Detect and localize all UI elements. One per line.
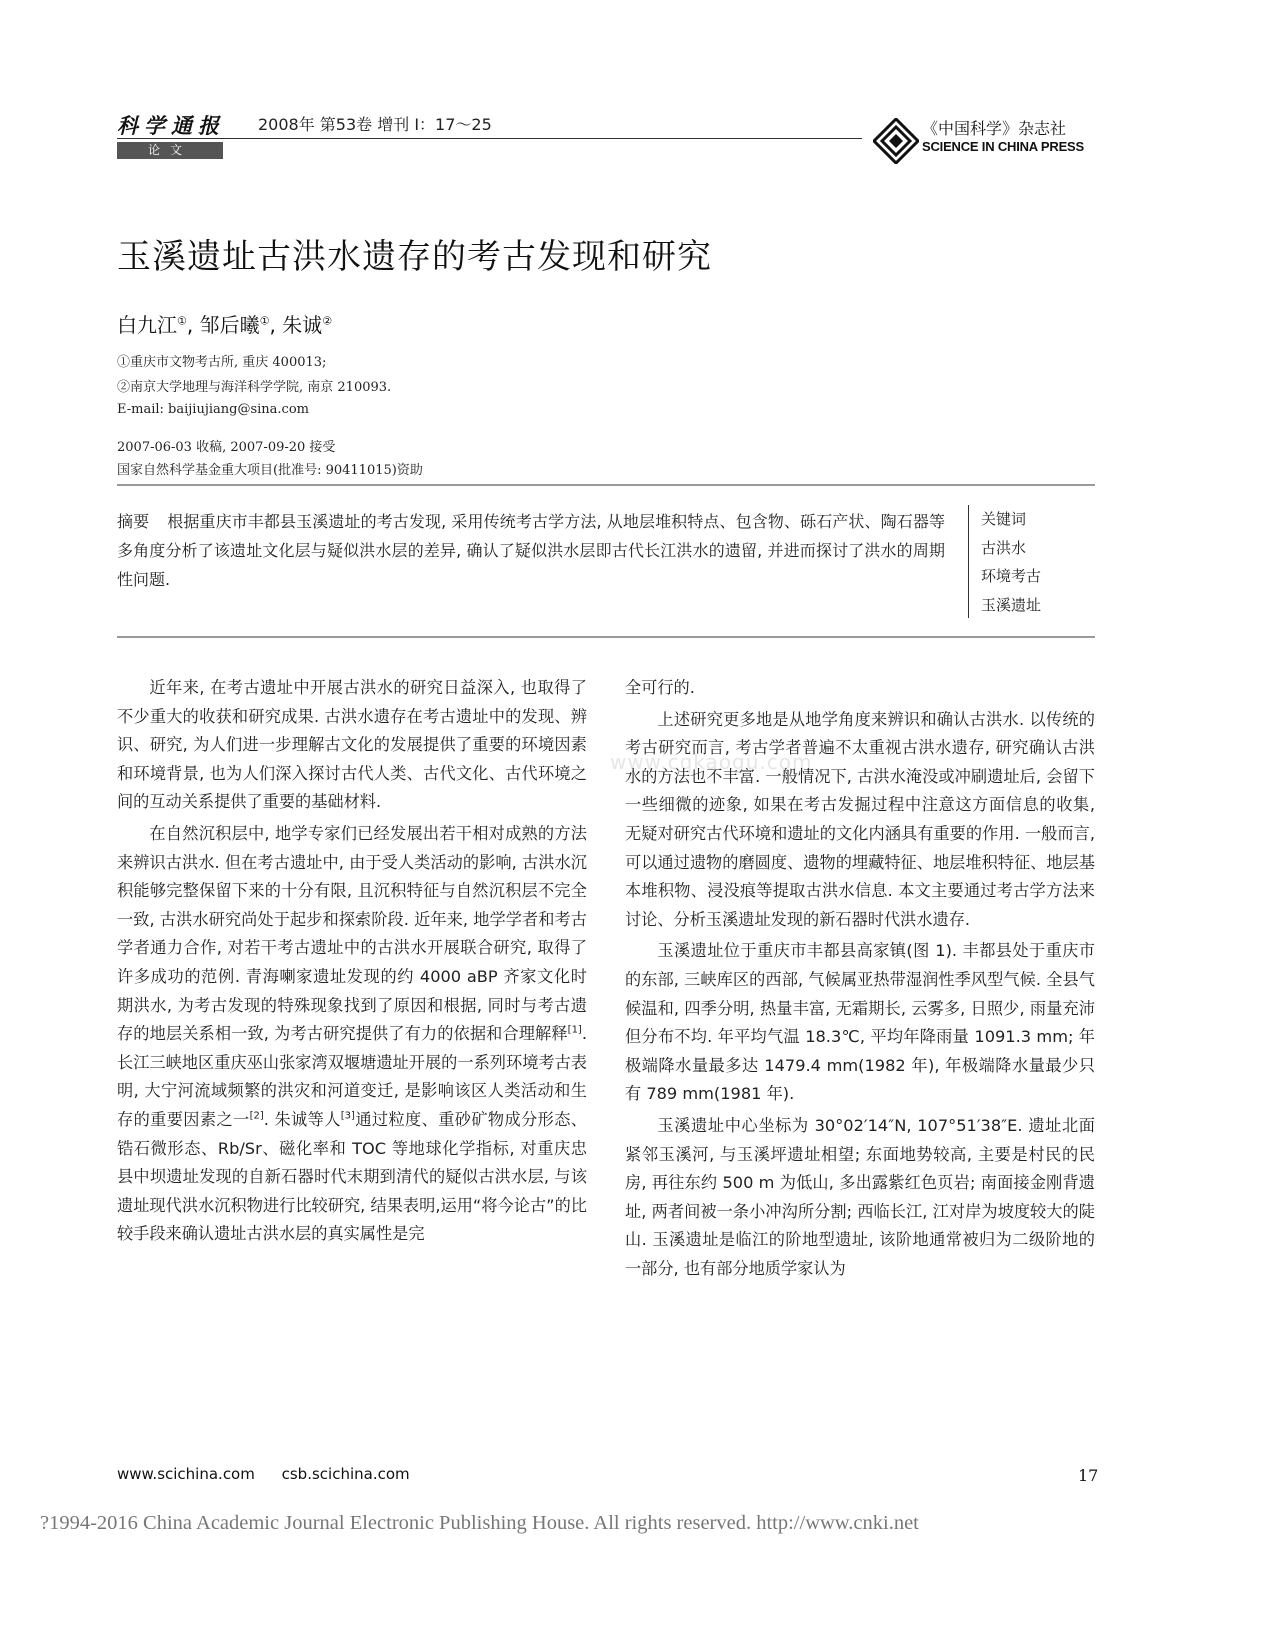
received-dates: 2007-06-03 收稿, 2007-09-20 接受 — [117, 440, 336, 455]
header-divider — [117, 138, 862, 139]
author-affiliation-mark: ② — [322, 314, 333, 328]
body-column-left — [117, 674, 587, 1252]
citation-ref[interactable]: [3] — [340, 1110, 355, 1122]
citation-ref[interactable]: [1] — [567, 1024, 582, 1036]
publisher-name-cn: 《中国科学》杂志社 — [922, 119, 1067, 138]
affiliation-2: ②南京大学地理与海洋科学学院, 南京 210093. — [117, 380, 392, 395]
author-affiliation-mark: ① — [177, 314, 187, 328]
keywords-box — [981, 505, 1041, 619]
issue-info: 2008年 第53卷 增刊 I：17～25 — [258, 115, 492, 134]
page-number: 17 — [1078, 1466, 1099, 1485]
paragraph-text: 通过粒度、重砂矿物成分形态、锆石微形态、Rb/Sr、磁化率和 TOC 等地球化学指标, 对重庆忠县中坝遗址发现的自新石器时代末期到清代的疑似古洪水层, 与该遗址现代洪水沉积物进行比较研究, 结果表明,运用“将今论古”的比较手段来确认遗址古洪水层的真实属性是完 — [117, 1109, 587, 1244]
body-paragraph: 玉溪遗址中心坐标为 30°02′14″N, 107°51′38″E. 遗址北面紧邻玉溪河, 与玉溪坪遗址相望; 东面地势较高, 主要是村民的民房, 再往东约 500 m 为低山, 多出露紫红色页岩; 南面接金刚背遗址, 两者间被一条小冲沟所分割; 西临长江, 江对岸为坡度较大的陡山. 玉溪遗址是临江的阶地型遗址, 该阶地通常被归为二级阶地的一部分, 也有部分地质学家认为 — [625, 1115, 1095, 1278]
author-name: 朱诚 — [282, 313, 323, 337]
paragraph-text: . 朱诚等人 — [263, 1109, 341, 1129]
publisher-name-en: SCIENCE IN CHINA PRESS — [922, 139, 1084, 154]
article-title: 玉溪遗址古洪水遗存的考古发现和研究 — [117, 237, 712, 277]
keyword: 环境考古 — [981, 567, 1042, 585]
citation-ref[interactable]: [2] — [249, 1110, 264, 1122]
abstract — [117, 507, 945, 594]
abstract-label: 摘要 — [117, 512, 150, 531]
keyword: 古洪水 — [981, 538, 1027, 557]
paragraph-text: . 长江三峡地区重庆巫山张家湾双堰塘遗址开展的一系列环境考古表明, 大宁河流域频繁的洪灾和河道变迁, 是影响该区人类活动和生存的重要因素之一 — [117, 1024, 587, 1129]
author-email: E-mail: baijiujiang@sina.com — [117, 402, 309, 417]
keywords-label: 关键词 — [981, 510, 1027, 528]
body-paragraph-continued: 全可行的. — [625, 678, 695, 697]
publisher-logo-icon — [873, 118, 919, 164]
watermark: www.cqkaogu.com — [610, 750, 813, 774]
author-name: 白九江 — [117, 313, 177, 337]
body-paragraph: 近年来, 在考古遗址中开展古洪水的研究日益深入, 也取得了不少重大的收获和研究成果. 古洪水遗存在考古遗址中的发现、辨识、研究, 为人们进一步理解古文化的发展提供了重要的环境因素和环境背景, 也为人们深入探讨古代人类、古代文化、古代环境之间的互动关系提供了重要的基础材料. — [117, 678, 587, 812]
footer-urls[interactable]: www.scichina.com csb.scichina.com — [117, 1465, 410, 1483]
author-name: 邹后曦 — [199, 313, 260, 337]
body-paragraph: 上述研究更多地是从地学角度来辨识和确认古洪水. 以传统的考古研究而言, 考古学者普遍不太重视古洪水遗存, 研究确认古洪水的方法也不丰富. 一般情况下, 古洪水淹没或冲刷遗址后, 会留下一些细微的迹象, 如果在考古发掘过程中注意这方面信息的收集, 无疑对研究古代环境和遗址的文化内涵具有重要的作用. 一般而言, 可以通过遗物的磨圆度、遗物的埋藏特征、地层堆积特征、地层基本堆积物、浸没痕等提取古洪水信息. 本文主要通过考古学方法来讨论、分析玉溪遗址发现的新石器时代洪水遗存. — [625, 709, 1095, 929]
author-separator: , — [269, 313, 283, 337]
body-paragraph: 玉溪遗址位于重庆市丰都县高家镇(图 1). 丰都县处于重庆市的东部, 三峡库区的西部, 气候属亚热带湿润性季风型气候. 全县气候温和, 四季分明, 热量丰富, 无霜期长, 云雾多, 日照少, 雨量充沛但分布不均. 年平均气温 18.3℃, 平均年降雨量 1091.3 mm; 年极端降水量最多达 1479.4 mm(1982 年), 年极端降水量最少只有 789 mm(1981 年). — [625, 941, 1095, 1104]
body-paragraph — [117, 820, 587, 1249]
copyright-notice: ?1994-2016 China Academic Journal Electronic Publishing House. All rights reserved. http://www.cnki.net — [40, 1512, 919, 1534]
section-tag: 论文 — [117, 142, 223, 159]
journal-name: 科学通报 — [117, 113, 225, 138]
body-column-right — [625, 674, 1095, 1286]
funding-note: 国家自然科学基金重大项目(批准号: 90411015)资助 — [117, 463, 423, 478]
author-separator: , — [186, 313, 200, 337]
abstract-top-rule — [117, 484, 1095, 486]
keyword: 玉溪遗址 — [981, 595, 1042, 614]
affiliation-1: ①重庆市文物考古所, 重庆 400013; — [117, 355, 327, 370]
author-list — [117, 309, 332, 338]
paragraph-text: 在自然沉积层中, 地学专家们已经发展出若干相对成熟的方法来辨识古洪水. 但在考古遗址中, 由于受人类活动的影响, 古洪水沉积能够完整保留下来的十分有限, 且沉积特征与自然沉积层不完全一致, 古洪水研究尚处于起步和探索阶段. 近年来, 地学学者和考古学者通力合作, 对若干考古遗址中的古洪水开展联合研究, 取得了许多成功的范例. 青海喇家遗址发现的约 4000 aBP 齐家文化时期洪水, 为考古发现的特殊现象找到了原因和根据, 同时与考古遗存的地层关系相一致, 为考古研究提供了有力的依据和合理解释 — [117, 823, 587, 1044]
abstract-bottom-rule — [117, 636, 1095, 638]
keywords-divider — [968, 505, 969, 618]
abstract-text: 根据重庆市丰都县玉溪遗址的考古发现, 采用传统考古学方法, 从地层堆积特点、包含物、砾石产状、陶石器等多角度分析了该遗址文化层与疑似洪水层的差异, 确认了疑似洪水层即古代长江洪水的遗留, 并进而探讨了洪水的周期性问题. — [117, 512, 945, 589]
author-affiliation-mark: ① — [259, 314, 270, 328]
